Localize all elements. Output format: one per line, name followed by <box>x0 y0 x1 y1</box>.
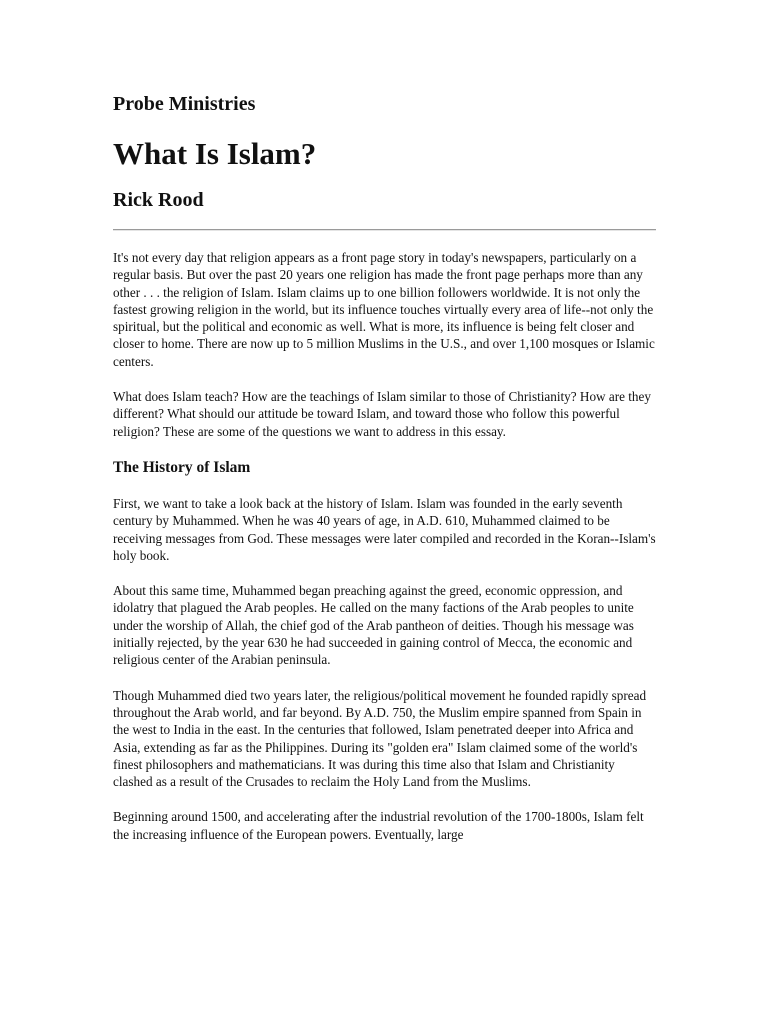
intro-paragraph-2: What does Islam teach? How are the teachings of Islam similar to those of Christianity? How are they different? What should our attitude be toward Islam, and toward those who follow this powerful religion? These are some of the questions we want to address in this essay. <box>113 389 651 439</box>
organization-name: Probe Ministries <box>113 93 256 115</box>
author-name: Rick Rood <box>113 189 204 211</box>
history-paragraph-1: First, we want to take a look back at the history of Islam. Islam was founded in the early seventh century by Muhammed. When he was 40 years of age, in A.D. 610, Muhammed claimed to be receiving messages from God. These messages were later compiled and recorded in the Koran--Islam's holy book. <box>113 495 656 563</box>
history-paragraph-3: Though Muhammed died two years later, the religious/political movement he founded rapidly spread throughout the Arab world, and far beyond. By A.D. 750, the Muslim empire spanned from Spain in the west to India in the east. In the centuries that followed, Islam penetrated deeper into Africa and Asia, extending as far as the Philippines. During its "golden era" Islam claimed some of the world's finest philosophers and mathematicians. It was during this time also that Islam and Christianity clashed as a result of the Crusades to reclaim the Holy Land from the Muslims. <box>113 687 647 790</box>
article-body <box>113 249 656 861</box>
intro-paragraph-1: It's not every day that religion appears as a front page story in today's newspapers, particularly on a regular basis. But over the past 20 years one religion has made the front page perhaps more than any other . . . the religion of Islam. Islam claims up to one billion followers worldwide. It is not only the fastest growing religion in the world, but its influence touches virtually every area of life--not only the spiritual, but the political and economic as well. What is more, its influence is being felt closer and closer to home. There are now up to 5 million Muslims in the U.S., and over 1,100 mosques or Islamic centers. <box>113 250 655 369</box>
history-paragraph-2: About this same time, Muhammed began preaching against the greed, economic oppression, and idolatry that plagued the Arab peoples. He called on the many factions of the Arab peoples to unite under the worship of Allah, the chief god of the Arab pantheon of deities. Though his message was initially rejected, by the year 630 he had succeeded in gaining control of Mecca, the economic and religious center of the Arabian peninsula. <box>113 583 634 668</box>
section-heading-history: The History of Islam <box>113 458 251 476</box>
history-paragraph-4: Beginning around 1500, and accelerating after the industrial revolution of the 1700-1800s, Islam felt the increasing influence of the European powers. Eventually, large <box>113 809 644 842</box>
document-title: What Is Islam? <box>113 136 317 171</box>
horizontal-divider <box>113 229 656 231</box>
